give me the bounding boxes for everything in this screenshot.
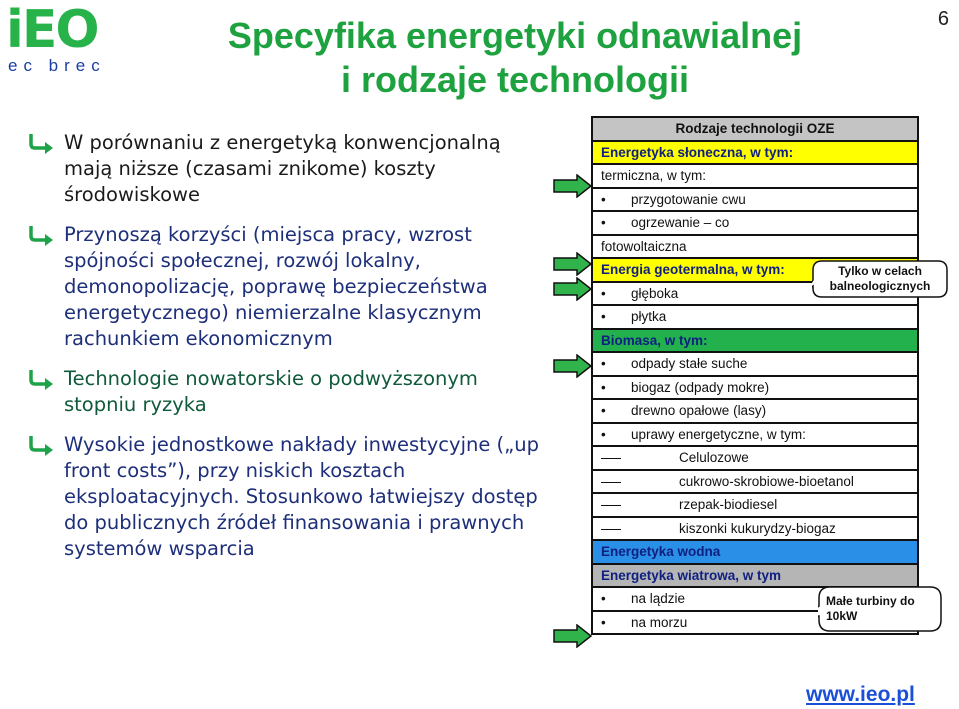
table-cell-text: odpady stałe suche <box>631 356 748 372</box>
dash-marker-icon <box>601 521 679 536</box>
callout-text: Tylko w celach balneologicznych <box>829 264 931 293</box>
table-cell <box>592 540 918 564</box>
table-cell-text: Energetyka wiatrowa, w tym <box>601 567 782 583</box>
table-cell-text: fotowoltaiczna <box>601 238 687 254</box>
table-cell-text: na morzu <box>631 614 688 630</box>
dash-marker-icon <box>601 497 679 512</box>
table-cell-text: przygotowanie cwu <box>631 191 746 207</box>
logo-subtitle: ec brec <box>8 56 106 75</box>
table-row <box>592 305 918 329</box>
table-cell <box>592 493 918 517</box>
slide-title <box>140 14 890 102</box>
table-cell <box>592 446 918 470</box>
table-header-row <box>592 117 918 141</box>
table-row <box>592 376 918 400</box>
green-block-arrow-icon <box>553 277 593 301</box>
callout-balneological <box>812 260 948 298</box>
table-row <box>592 211 918 235</box>
table-cell <box>592 399 918 423</box>
table-cell-text: cukrowo-skrobiowe-bioetanol <box>679 473 854 489</box>
table-cell <box>592 517 918 541</box>
table-cell-text: rzepak-biodiesel <box>679 497 778 513</box>
table-row <box>592 564 918 588</box>
table-cell-text: Biomasa, w tym: <box>601 332 708 348</box>
green-block-arrow-icon <box>553 624 593 648</box>
table-cell <box>592 329 918 353</box>
table-cell <box>592 188 918 212</box>
table-row <box>592 423 918 447</box>
bullet-dot-icon: • <box>601 403 606 419</box>
table-row <box>592 470 918 494</box>
table-row <box>592 352 918 376</box>
table-cell <box>592 235 918 259</box>
bullet-dot-icon: • <box>601 614 606 630</box>
slide-title-line1: Specyfika energetyki odnawialnej <box>227 15 803 56</box>
right-arrow-bullet-icon <box>28 132 56 154</box>
table-cell-text: termiczna, w tym: <box>601 168 707 184</box>
dash-marker-icon <box>601 450 679 465</box>
bullet-item <box>28 130 548 208</box>
right-arrow-bullet-icon <box>28 368 56 390</box>
table-cell-text: uprawy energetyczne, w tym: <box>631 426 806 442</box>
slide-title-line2: i rodzaje technologii <box>340 59 690 100</box>
table-row <box>592 446 918 470</box>
green-block-arrow-icon <box>553 354 593 378</box>
green-block-arrow-icon <box>553 174 593 198</box>
callout-small-turbines <box>818 586 942 632</box>
table-cell-text: biogaz (odpady mokre) <box>631 379 770 395</box>
table-row <box>592 188 918 212</box>
bullet-dot-icon: • <box>601 591 606 607</box>
bullet-dot-icon: • <box>601 309 606 325</box>
bullet-dot-icon: • <box>601 379 606 395</box>
bullet-dot-icon: • <box>601 191 606 207</box>
table-row <box>592 164 918 188</box>
green-block-arrow-icon <box>553 252 593 276</box>
table-cell <box>592 376 918 400</box>
table-cell-text: drewno opałowe (lasy) <box>631 403 767 419</box>
table-row <box>592 517 918 541</box>
table-cell-text: na lądzie <box>631 591 686 607</box>
table-row <box>592 399 918 423</box>
table-cell <box>592 423 918 447</box>
table-cell-text: Energetyka wodna <box>601 544 721 560</box>
bullet-text: Przynoszą korzyści (miejsca pracy, wzrost spójności społecznej, rozwój lokalny, demonopolizację, poprawę bezpieczeństwa energetycznego) niemierzalne klasycznym rachunkiem ekonomicznym <box>64 223 488 350</box>
bullet-dot-icon: • <box>601 356 606 372</box>
bullet-text: Wysokie jednostkowe nakłady inwestycyjne („up front costs”), przy niskich kosztach eksploatacyjnych. Stosunkowo łatwiejszy dostęp do publicznych źródeł finansowania i prawnych systemów wsparcia <box>64 433 539 560</box>
ieo-logo <box>0 0 140 80</box>
table-row <box>592 329 918 353</box>
table-cell <box>592 211 918 235</box>
bullet-item <box>28 366 548 418</box>
logo-main: iEO <box>6 0 98 60</box>
table-cell <box>592 352 918 376</box>
right-arrow-bullet-icon <box>28 224 56 246</box>
table-cell <box>592 164 918 188</box>
page-number: 6 <box>937 8 949 30</box>
table-cell-text: Celulozowe <box>679 450 749 466</box>
bullet-item <box>28 222 548 352</box>
bullet-dot-icon: • <box>601 426 606 442</box>
table-cell-text: ogrzewanie – co <box>631 215 730 231</box>
bullet-item <box>28 432 548 562</box>
table-cell <box>592 564 918 588</box>
bullet-dot-icon: • <box>601 285 606 301</box>
table-cell <box>592 305 918 329</box>
table-cell <box>592 141 918 165</box>
right-arrow-bullet-icon <box>28 434 56 456</box>
table-cell-text: Energetyka słoneczna, w tym: <box>601 144 794 160</box>
callout-text: Małe turbiny do 10kW <box>826 594 915 623</box>
table-cell-text: płytka <box>631 309 667 325</box>
bullet-text: W porównaniu z energetyką konwencjonalną mają niższe (czasami znikome) koszty środowiskowe <box>64 131 501 206</box>
bullet-dot-icon: • <box>601 215 606 231</box>
table-cell-text: Energia geotermalna, w tym: <box>601 262 785 278</box>
table-row <box>592 141 918 165</box>
website-link[interactable]: www.ieo.pl <box>806 683 915 706</box>
table-cell-text: głęboka <box>631 285 679 301</box>
technology-table <box>591 116 919 635</box>
dash-marker-icon <box>601 474 679 489</box>
table-row <box>592 235 918 259</box>
table-cell-text: kiszonki kukurydzy-biogaz <box>679 520 836 536</box>
table-row <box>592 493 918 517</box>
bullet-text: Technologie nowatorskie o podwyższonym stopniu ryzyka <box>64 367 478 416</box>
bullet-list <box>28 130 548 576</box>
table-row <box>592 540 918 564</box>
table-header: Rodzaje technologii OZE <box>592 117 918 141</box>
table-cell <box>592 470 918 494</box>
